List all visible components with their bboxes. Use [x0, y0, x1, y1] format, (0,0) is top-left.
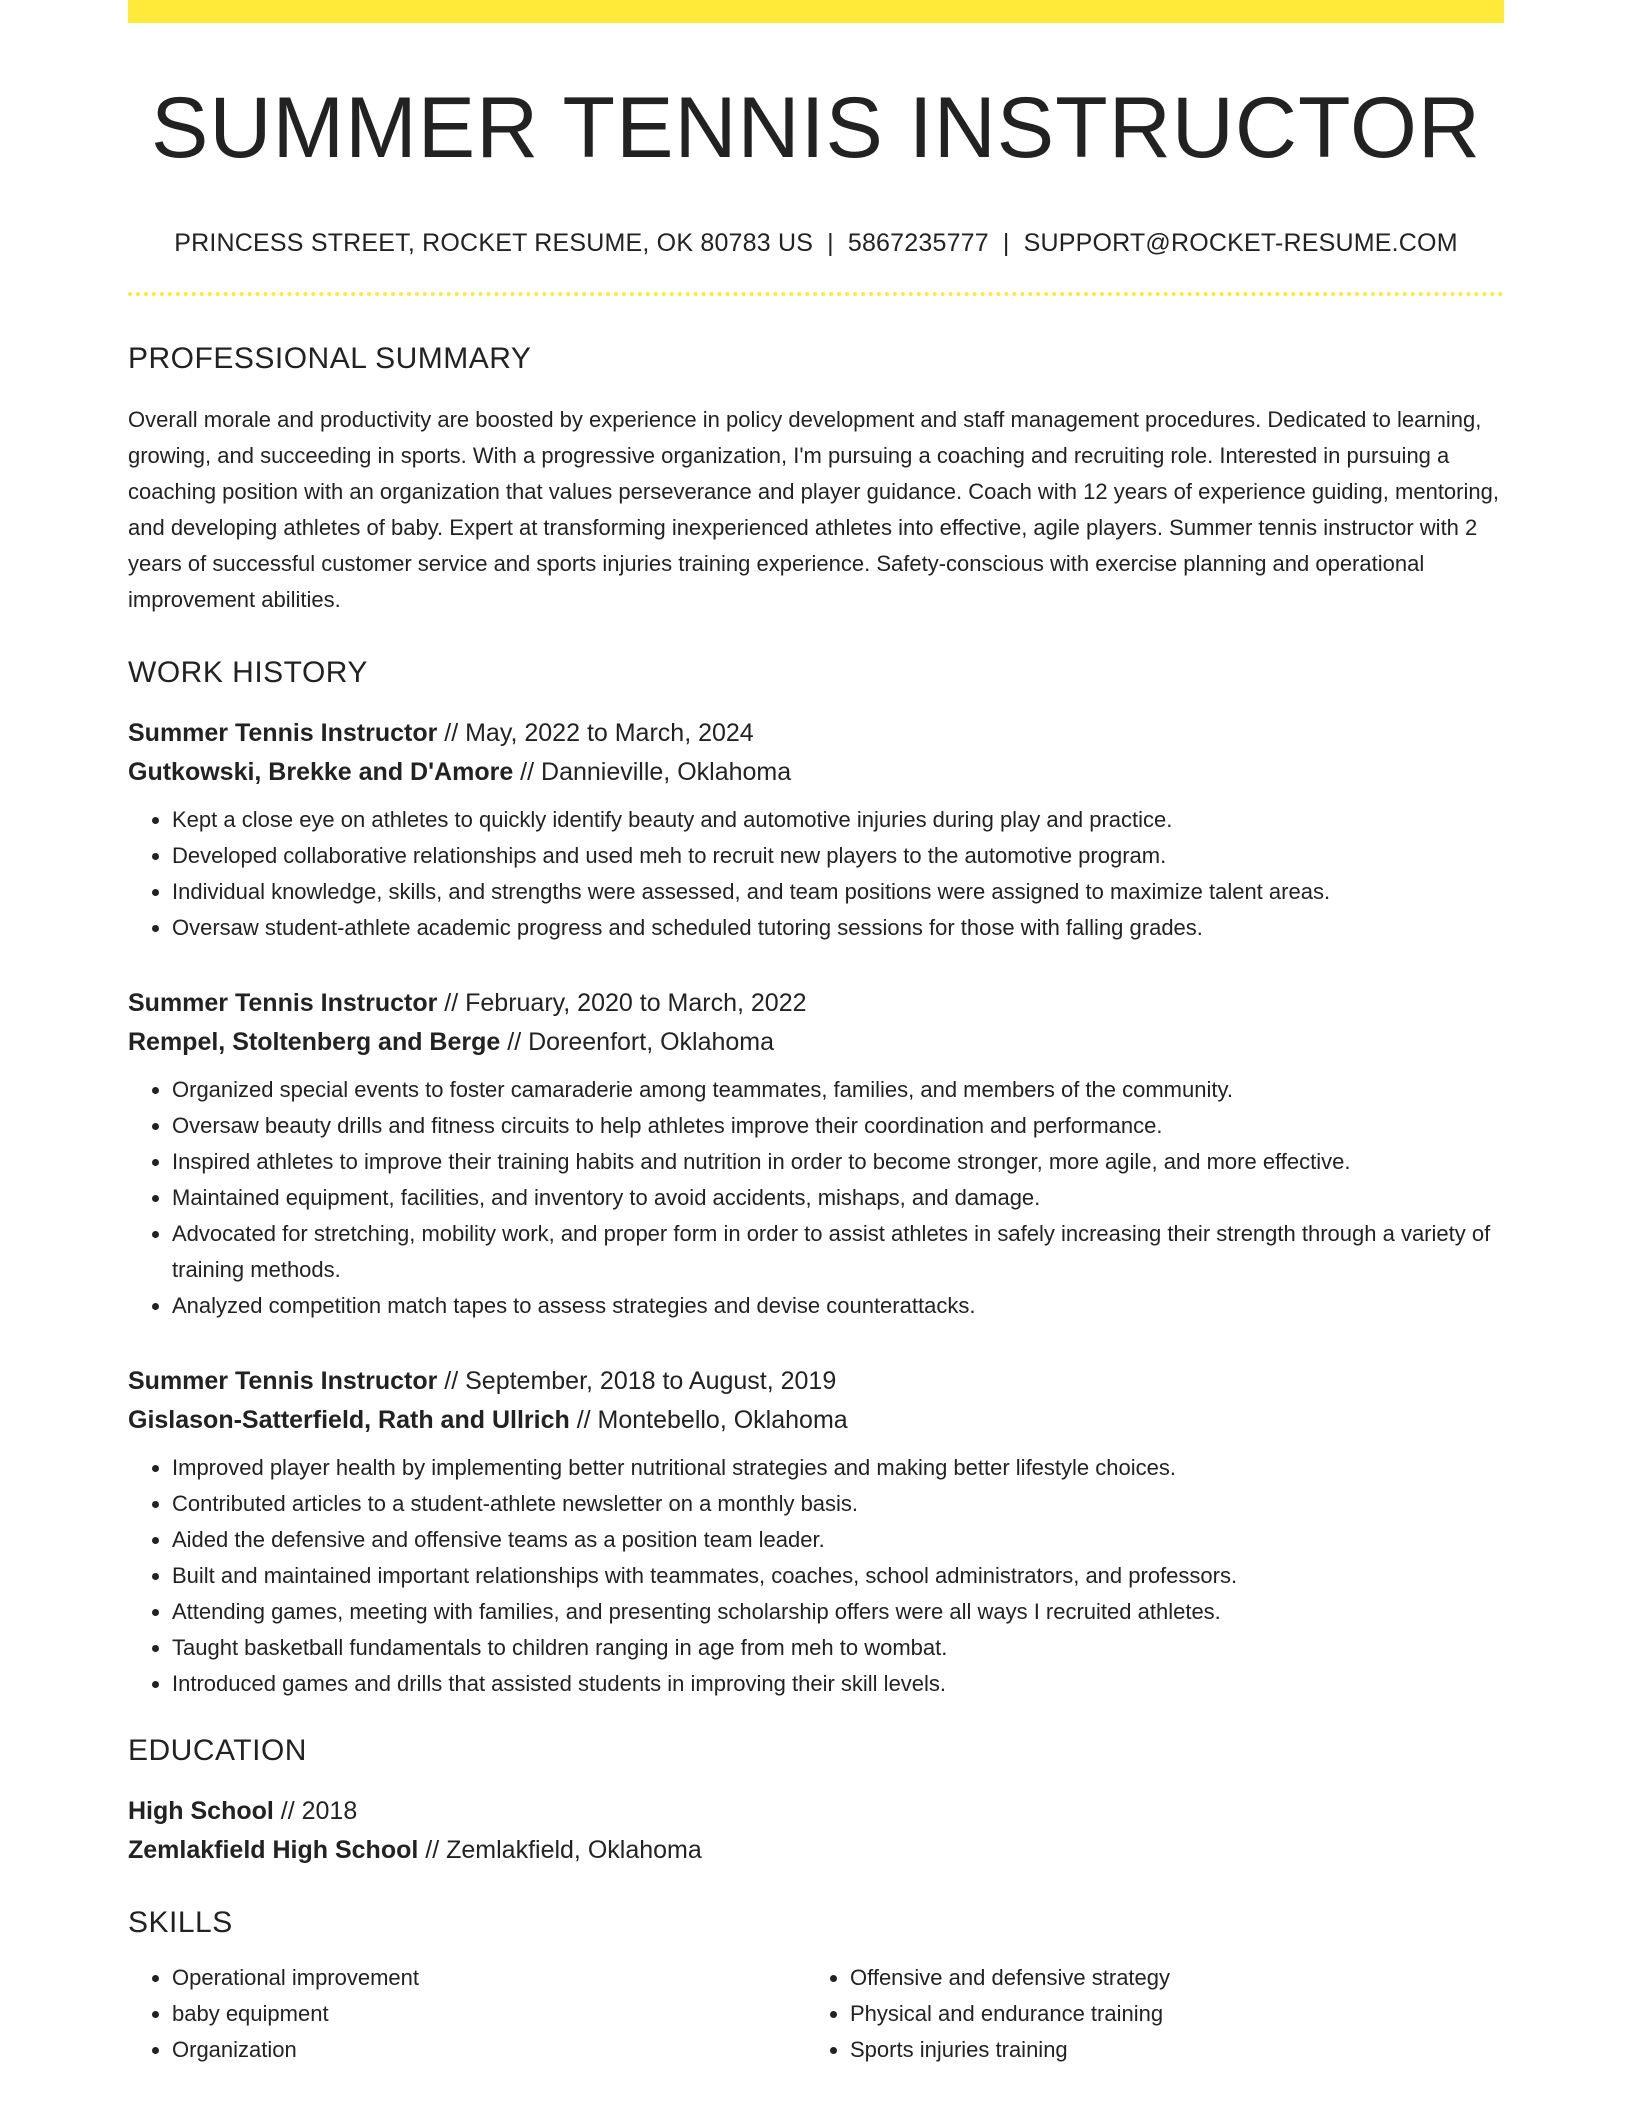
job-company: Gislason-Satterfield, Rath and Ullrich	[128, 1406, 570, 1434]
job-entry	[128, 1362, 1504, 1702]
top-accent-bar	[128, 0, 1504, 23]
contact-phone: 5867235777	[847, 229, 989, 257]
contact-separator: |	[827, 229, 834, 257]
education-entry	[128, 1792, 1504, 1870]
job-dates: // February, 2020 to March, 2022	[437, 989, 807, 1017]
job-bullets	[128, 1072, 1504, 1324]
list-item: • Introduced games and drills that assisted students in improving their skill levels.	[172, 1666, 1504, 1702]
job-role-line	[128, 1362, 1504, 1401]
job-location: // Dannieville, Oklahoma	[513, 758, 792, 786]
list-item: • Advocated for stretching, mobility work, and proper form in order to assist athletes in safely increasing their strength through a variety of training methods.	[172, 1216, 1504, 1288]
list-item: • Contributed articles to a student-athlete newsletter on a monthly basis.	[172, 1486, 1504, 1522]
job-location: // Doreenfort, Oklahoma	[500, 1028, 775, 1056]
list-item: • baby equipment	[172, 1996, 806, 2032]
list-item: • Organization	[172, 2032, 806, 2068]
skills-list	[128, 1960, 1504, 2068]
list-item: • Oversaw student-athlete academic progress and scheduled tutoring sessions for those with falling grades.	[172, 910, 1504, 946]
education-heading: EDUCATION	[128, 1734, 307, 1767]
job-dates: // May, 2022 to March, 2024	[437, 719, 754, 747]
job-role: Summer Tennis Instructor	[128, 1367, 438, 1395]
job-dates: // September, 2018 to August, 2019	[437, 1367, 837, 1395]
list-item: • Taught basketball fundamentals to children ranging in age from meh to wombat.	[172, 1630, 1504, 1666]
list-item: • Developed collaborative relationships and used meh to recruit new players to the automotive program.	[172, 838, 1504, 874]
work-history-heading: WORK HISTORY	[128, 656, 368, 689]
job-company: Gutkowski, Brekke and D'Amore	[128, 758, 514, 786]
skills-column-left	[128, 1960, 806, 2068]
contact-address: PRINCESS STREET, ROCKET RESUME, OK 80783 US	[174, 229, 814, 257]
job-entry	[128, 984, 1504, 1324]
list-item: • Built and maintained important relationships with teammates, coaches, school administrators, and professors.	[172, 1558, 1504, 1594]
list-item: • Oversaw beauty drills and fitness circuits to help athletes improve their coordination and performance.	[172, 1108, 1504, 1144]
list-item: • Improved player health by implementing better nutritional strategies and making better lifestyle choices.	[172, 1450, 1504, 1486]
list-item: • Aided the defensive and offensive teams as a position team leader.	[172, 1522, 1504, 1558]
education-degree-line	[128, 1792, 1504, 1831]
job-role: Summer Tennis Instructor	[128, 719, 438, 747]
job-location: // Montebello, Oklahoma	[569, 1406, 848, 1434]
job-company-line	[128, 1023, 1504, 1062]
job-entry	[128, 714, 1504, 946]
list-item: • Analyzed competition match tapes to assess strategies and devise counterattacks.	[172, 1288, 1504, 1324]
job-company-line	[128, 1401, 1504, 1440]
skills-column-right	[806, 1960, 1484, 2068]
summary-text: Overall morale and productivity are boosted by experience in policy development and staff management procedures. Dedicated to learning, growing, and succeeding in sports. With a progressive organization, I'm pursuing a coaching and recruiting role. Interested in pursuing a coaching position with an organization that values perseverance and player guidance. Coach with 12 years of experience guiding, mentoring, and developing athletes of baby. Expert at transforming inexperienced athletes into effective, agile players. Summer tennis instructor with 2 years of successful customer service and sports injuries training experience. Safety-conscious with exercise planning and operational improvement abilities.	[128, 407, 1499, 612]
job-role: Summer Tennis Instructor	[128, 989, 438, 1017]
summary-heading: PROFESSIONAL SUMMARY	[128, 342, 532, 375]
contact-line	[128, 231, 1504, 256]
list-item: • Organized special events to foster camaraderie among teammates, families, and members of the community.	[172, 1072, 1504, 1108]
list-item: • Individual knowledge, skills, and strengths were assessed, and team positions were assigned to maximize talent areas.	[172, 874, 1504, 910]
education-school: Zemlakfield High School	[128, 1836, 419, 1864]
job-bullets	[128, 1450, 1504, 1702]
education-year: // 2018	[273, 1797, 358, 1825]
job-role-line	[128, 984, 1504, 1023]
dotted-divider	[128, 292, 1504, 296]
list-item: • Attending games, meeting with families, and presenting scholarship offers were all ways I recruited athletes.	[172, 1594, 1504, 1630]
education-school-line	[128, 1831, 1504, 1870]
resume-page	[128, 0, 1504, 2068]
list-item: • Offensive and defensive strategy	[850, 1960, 1484, 1996]
job-bullets	[128, 802, 1504, 946]
job-role-line	[128, 714, 1504, 753]
education-location: // Zemlakfield, Oklahoma	[418, 1836, 702, 1864]
list-item: • Sports injuries training	[850, 2032, 1484, 2068]
contact-separator: |	[1002, 229, 1010, 257]
list-item: • Kept a close eye on athletes to quickly identify beauty and automotive injuries during play and practice.	[172, 802, 1504, 838]
job-company: Rempel, Stoltenberg and Berge	[128, 1028, 501, 1056]
job-company-line	[128, 753, 1504, 792]
list-item: • Inspired athletes to improve their training habits and nutrition in order to become stronger, more agile, and more effective.	[172, 1144, 1504, 1180]
list-item: • Physical and endurance training	[850, 1996, 1484, 2032]
list-item: • Operational improvement	[172, 1960, 806, 1996]
skills-heading: SKILLS	[128, 1906, 233, 1939]
list-item: • Maintained equipment, facilities, and inventory to avoid accidents, mishaps, and damage.	[172, 1180, 1504, 1216]
contact-email: SUPPORT@ROCKET-RESUME.COM	[1023, 229, 1458, 257]
resume-title: SUMMER TENNIS INSTRUCTOR	[151, 80, 1481, 176]
education-degree: High School	[128, 1797, 274, 1825]
